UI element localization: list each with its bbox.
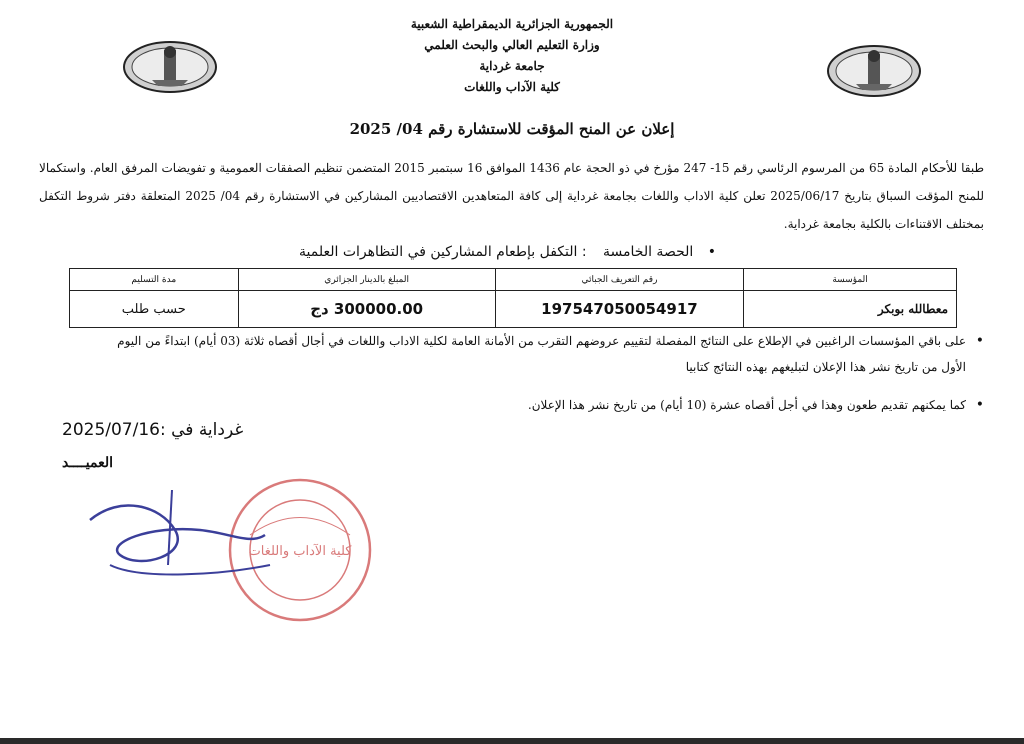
lot-label: الحصة الخامسة <box>603 244 694 260</box>
table-header-row <box>70 269 957 291</box>
signature-icon <box>80 485 280 585</box>
header-company: المؤسسة <box>744 269 957 291</box>
header-amount: المبلغ بالدينار الجزائري <box>238 269 495 291</box>
lot-description: التكفل بإطعام المشاركين في التظاهرات العلمية <box>299 244 578 260</box>
letterhead <box>300 14 724 98</box>
announcement-title: إعلان عن المنح المؤقت للاستشارة رقم 04/ 2025 <box>349 120 675 138</box>
lot-separator: : <box>581 244 587 260</box>
cell-amount: 300000.00 دج <box>238 291 495 328</box>
cell-tax-id: 197547050054917 <box>495 291 743 328</box>
faculty-name: كلية الآداب واللغات <box>464 80 560 94</box>
signatory-title: العميــــد <box>62 455 113 471</box>
ministry-name: وزارة التعليم العالي والبحث العلمي <box>424 38 600 52</box>
notice-results-line-1: على باقي المؤسسات الراغبين في الإطلاع على النتائج المفصلة لتقييم عروضهم التقرب من الأمانة العامة لكلية الاداب واللغات في أجال أقصاه ثلاثة (03 أيام) ابتداءً من اليوم <box>117 334 966 348</box>
header-delivery: مدة التسليم <box>70 269 239 291</box>
notice-results-line-2: الأول من تاريخ نشر هذا الإعلان لتبليغهم بهذه النتائج كتابيا <box>685 360 966 374</box>
stamp-text: كلية الآداب واللغات <box>248 544 352 559</box>
university-name: جامعة غرداية <box>479 59 545 73</box>
notice-bullet-results <box>76 328 966 380</box>
header-tax-id: رقم التعريف الجبائي <box>495 269 743 291</box>
university-logo-right-icon <box>826 44 922 98</box>
country-name: الجمهورية الجزائرية الديمقراطية الشعبية <box>410 17 614 31</box>
place-and-date: غرداية في :2025/07/16 <box>62 420 244 440</box>
cell-delivery: حسب طلب <box>70 291 239 328</box>
cell-company: معطالله بوبكر <box>744 291 957 328</box>
scan-bottom-edge <box>0 738 1024 744</box>
lot-line <box>299 244 716 260</box>
announcement-paragraph: طبقا للأحكام المادة 65 من المرسوم الرئاسي رقم 15- 247 مؤرخ في ذو الحجة عام 1436 الموافق 16 سبتمبر 2015 المتضمن تنظيم الصفقات العمومية و تفويضات المرفق العام. واستكمالا للمنح المؤقت السباق بتاريخ 2025/06/17 تعلن كلية الاداب واللغات بجامعة غرداية إلى كافة المتعاهدين الاقتصاديين المشاركين في الاستشارة رقم 04/ 2025 المتعلقة دفتر شروط التكفل بمختلف الاقتناءات بالكلية بجامعة غرداية. <box>39 161 985 231</box>
table-row <box>70 291 957 328</box>
university-logo-left-icon <box>122 40 218 94</box>
award-table <box>69 268 957 328</box>
notice-appeal-text: كما يمكنهم تقديم طعون وهذا في أجل أقصاه عشرة (10 أيام) من تاريخ نشر هذا الإعلان. <box>527 398 966 412</box>
bullet-icon: • <box>707 244 716 260</box>
notice-bullet-appeal <box>76 392 966 418</box>
